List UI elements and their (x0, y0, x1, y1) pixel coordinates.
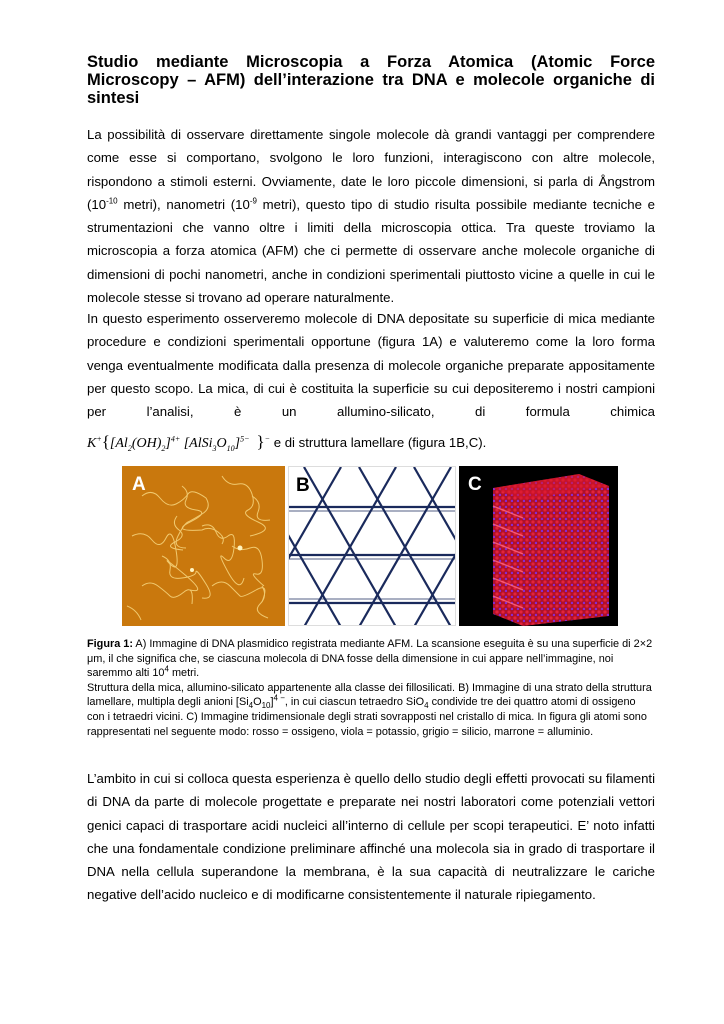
figure-c-crystal-image (459, 466, 618, 626)
formula-oh: (OH) (131, 436, 162, 451)
formula-bracket-2: ] (234, 436, 241, 451)
caption-text-1d: metri. (168, 667, 200, 680)
experiment-paragraph: In questo esperimento osserveremo molecole di DNA depositate su superficie di mica mediante procedure e condizioni sperimentali opportune (figura 1A) e valuteremo come la loro forma venga eventualmente modificata dalla presenza di molecole organiche preparate appositamente per questo scopo. La mica, di cui è costituita la superficie su cui depositeremo i nostri campioni per l’analisi, è un allumino-silicato, di formula chimica (87, 311, 655, 420)
dna-afm-image (122, 466, 285, 626)
figure-a-afm-image (122, 466, 285, 626)
figure-c-letter: C (468, 474, 482, 495)
caption-text-1a: A) Immagine di DNA plasmidico registrata mediante AFM. La scansione eseguita è su una superficie di 2 (133, 638, 640, 650)
caption-text-2a: Struttura della mica, allumino-silicato appartenente alla classe dei fillosilicati. B) Immagine di una strato della struttura lamellare, multipla degli anioni [Si (87, 681, 652, 709)
formula-bracket-1: ] (165, 436, 171, 451)
caption-exponent: 4 (164, 664, 169, 674)
caption-times: × (639, 638, 647, 650)
caption-text-2b: O (253, 696, 262, 709)
formula-si-sub: 3 (212, 443, 217, 453)
figure-1-panels (122, 466, 618, 626)
caption-o-sub: 10 (261, 701, 271, 711)
formula-line (87, 430, 655, 455)
mica-lattice-diagram (289, 467, 456, 626)
formula-al: [Al (109, 436, 128, 451)
caption-part-b (87, 681, 655, 739)
formula-tail: e di struttura lamellare (figura 1B,C). (270, 435, 487, 450)
caption-sio-sub: 4 (424, 701, 429, 711)
formula-al-sub: 2 (127, 443, 132, 453)
mica-crystal-3d (459, 466, 618, 626)
caption-mu: μ (87, 652, 94, 665)
caption-label: Figura 1: (87, 638, 133, 650)
intro-text-a: La possibilità di osservare direttamente singole molecole dà grandi vantaggi per comprendere come esse si comportano, svolgono le loro funzioni, interagiscono con altre molecole, rispondono a stimoli esterni. Ovviamente, date le loro piccole dimensioni, si parla di Ångstrom (10 (87, 127, 655, 212)
formula-charge-4: 4+ (170, 434, 181, 444)
formula-alsi: [AlSi (183, 436, 213, 451)
caption-text-1c: m, il che significa che, se ciascuna molecola di DNA fosse della dimensione in cui appare nell’immagine, noi saremmo alti 10 (87, 652, 614, 680)
formula-k-charge: + (96, 434, 102, 444)
formula-left-brace: { (101, 432, 110, 451)
formula-right-brace: } (256, 432, 265, 451)
caption-text-2c: ] (270, 696, 274, 709)
caption-text-1b: 2 (646, 638, 653, 650)
formula-o-sub: 10 (226, 443, 235, 453)
document-title: Studio mediante Microscopia a Forza Atomica (Atomic Force Microscopy – AFM) dell’interazione tra DNA e molecole organiche di sintesi (87, 53, 655, 107)
figure-b-lattice-image (288, 466, 456, 626)
formula-charge-5: 5− (240, 434, 250, 444)
mica-formula (87, 432, 271, 453)
caption-text-2d: , in cui ciascun tetraedro SiO (284, 696, 425, 709)
formula-overall-charge: − (264, 434, 271, 444)
formula-o: O (216, 436, 227, 451)
intro-paragraph (87, 123, 655, 309)
caption-charge: 4 − (273, 693, 285, 703)
context-paragraph: L’ambito in cui si colloca questa esperienza è quello dello studio degli effetti provocati su filamenti di DNA da parte di molecole progettate e preparate nei nostri laboratori come potenziali vettori genici capaci di trasportare acidi nucleici all’interno di cellule per scopi terapeutici. E’ noto infatti che una fondamentale condizione preliminare affinché una molecola sia in grado di trasportare il DNA nella cellula superandone la membrana, è la sua capacità di neutralizzare le cariche negative dell’acido nucleico e di modificarne consistentemente il naturale ripiegamento. (87, 771, 655, 903)
exponent-angstrom: -10 (106, 196, 118, 206)
exponent-nanometer: -9 (249, 196, 257, 206)
formula-k: K (87, 436, 97, 451)
caption-part-a (87, 637, 655, 681)
formula-oh-sub: 2 (161, 443, 166, 453)
figure-1-caption (87, 637, 655, 739)
caption-text-2e: condivide tre dei quattro atomi di ossigeno con i tetraedri vicini. C) Immagine tridimensionale degli strati sovrapposti nel cristallo di mica. In figura gli atomi sono rappresentati nel seguente modo: rosso = ossigeno, viola = potassio, grigio = silicio, marrone = alluminio. (87, 696, 647, 738)
caption-si-sub: 4 (248, 701, 254, 711)
intro-text-b: metri), nanometri (10 (117, 196, 250, 212)
intro-text-c: metri), questo tipo di studio risulta possibile mediante tecniche e strumentazioni che vanno oltre i limiti della microscopia ottica. Tra queste troviamo la microscopia a forza atomica (AFM) che ci permette di osservare anche molecole organiche di dimensioni di pochi nanometri, anche in condizioni sperimentali piuttosto vicine a quelle in cui le molecole stesse si trovano ad operare naturalmente. (87, 196, 655, 306)
figure-b-letter: B (296, 475, 310, 496)
figure-a-letter: A (132, 474, 146, 495)
